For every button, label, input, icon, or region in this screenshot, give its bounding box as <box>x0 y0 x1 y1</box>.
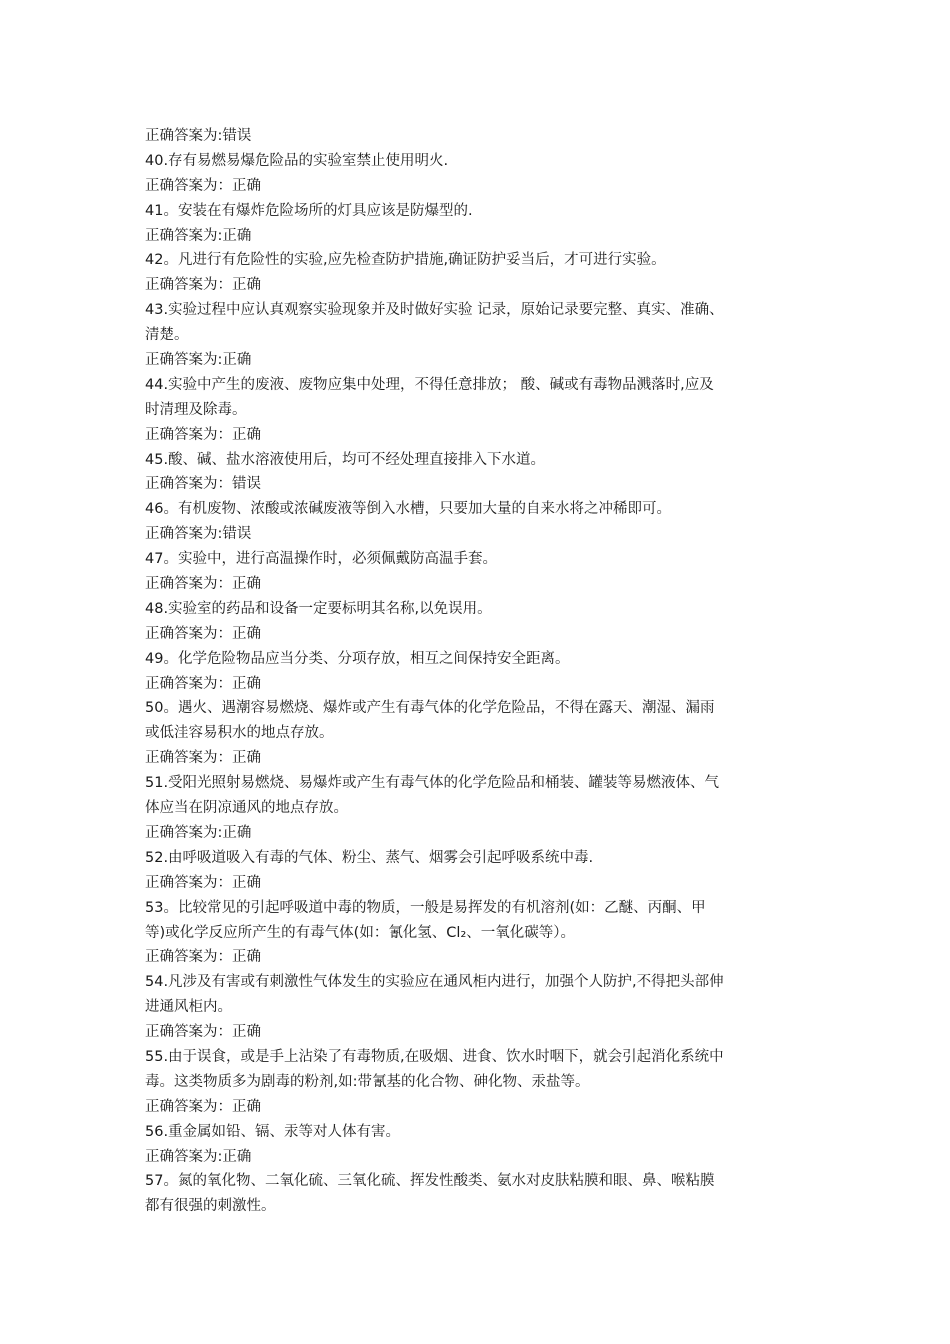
question-line: 时清理及除毒。 <box>145 401 247 418</box>
question-line: 48.实验室的药品和设备一定要标明其名称,以免误用。 <box>145 600 492 617</box>
question-line: 等)或化学反应所产生的有毒气体(如：氰化氢、Cl₂、一氧化碳等）。 <box>145 924 576 941</box>
question-line: 进通风柜内。 <box>145 999 232 1016</box>
answer-line: 正确答案为：正确 <box>145 576 261 593</box>
question-line: 毒。这类物质多为剧毒的粉剂,如:带氰基的化合物、砷化物、汞盐等。 <box>145 1073 590 1090</box>
question-line: 40.存有易燃易爆危险品的实验室禁止使用明火. <box>145 152 449 169</box>
answer-line: 正确答案为：正确 <box>145 1024 261 1041</box>
answer-line: 正确答案为：正确 <box>145 426 261 443</box>
answer-line: 正确答案为:错误 <box>145 526 252 543</box>
answer-line: 正确答案为:正确 <box>145 352 252 369</box>
question-line: 41。安装在有爆炸危险场所的灯具应该是防爆型的. <box>145 202 473 219</box>
answer-line: 正确答案为：正确 <box>145 949 261 966</box>
question-line: 57。氮的氧化物、二氧化硫、三氧化硫、挥发性酸类、氨水对皮肤粘膜和眼、鼻、喉粘膜 <box>145 1173 715 1190</box>
question-line: 43.实验过程中应认真观察实验现象并及时做好实验 记录，原始记录要完整、真实、准确、 <box>145 302 724 319</box>
question-line: 52.由呼吸道吸入有毒的气体、粉尘、蒸气、烟雾会引起呼吸系统中毒. <box>145 849 594 866</box>
question-line: 都有很强的刺激性。 <box>145 1198 276 1215</box>
document-body <box>145 124 815 1219</box>
answer-line: 正确答案为：正确 <box>145 177 261 194</box>
question-line: 体应当在阴凉通风的地点存放。 <box>145 800 348 817</box>
question-line: 56.重金属如铅、镉、汞等对人体有害。 <box>145 1123 401 1140</box>
question-line: 清楚。 <box>145 327 189 344</box>
answer-line: 正确答案为:错误 <box>145 128 252 144</box>
question-line: 45.酸、碱、盐水溶液使用后，均可不经处理直接排入下水道。 <box>145 451 546 468</box>
answer-line: 正确答案为：错误 <box>145 476 261 493</box>
answer-line: 正确答案为：正确 <box>145 750 261 767</box>
question-line: 49。化学危险物品应当分类、分项存放，相互之间保持安全距离。 <box>145 650 570 667</box>
answer-line: 正确答案为：正确 <box>145 874 261 891</box>
answer-line: 正确答案为:正确 <box>145 227 252 244</box>
answer-line: 正确答案为：正确 <box>145 277 261 294</box>
question-line: 或低洼容易积水的地点存放。 <box>145 725 334 742</box>
question-line: 42。凡进行有危险性的实验,应先检查防护措施,确证防护妥当后，才可进行实验。 <box>145 252 666 269</box>
question-line: 53。比较常见的引起呼吸道中毒的物质，一般是易挥发的有机溶剂(如：乙醚、丙酮、甲 <box>145 899 706 916</box>
answer-line: 正确答案为:正确 <box>145 1148 252 1165</box>
question-line: 46。有机废物、浓酸或浓碱废液等倒入水槽，只要加大量的自来水将之冲稀即可。 <box>145 501 671 518</box>
answer-line: 正确答案为：正确 <box>145 625 261 642</box>
question-line: 54.凡涉及有害或有刺激性气体发生的实验应在通风柜内进行，加强个人防护,不得把头部伸 <box>145 974 724 991</box>
question-line: 44.实验中产生的废液、废物应集中处理，不得任意排放； 酸、碱或有毒物品溅落时,应及 <box>145 376 714 393</box>
question-line: 55.由于误食，或是手上沾染了有毒物质,在吸烟、进食、饮水时咽下，就会引起消化系统中 <box>145 1048 724 1065</box>
answer-line: 正确答案为:正确 <box>145 824 252 841</box>
answer-line: 正确答案为：正确 <box>145 675 261 692</box>
question-line: 47。实验中，进行高温操作时，必须佩戴防高温手套。 <box>145 551 497 568</box>
question-line: 50。遇火、遇潮容易燃烧、爆炸或产生有毒气体的化学危险品，不得在露天、潮湿、漏雨 <box>145 700 715 717</box>
answer-line: 正确答案为：正确 <box>145 1098 261 1115</box>
question-line: 51.受阳光照射易燃烧、易爆炸或产生有毒气体的化学危险品和桶装、罐装等易燃液体、气 <box>145 775 720 792</box>
